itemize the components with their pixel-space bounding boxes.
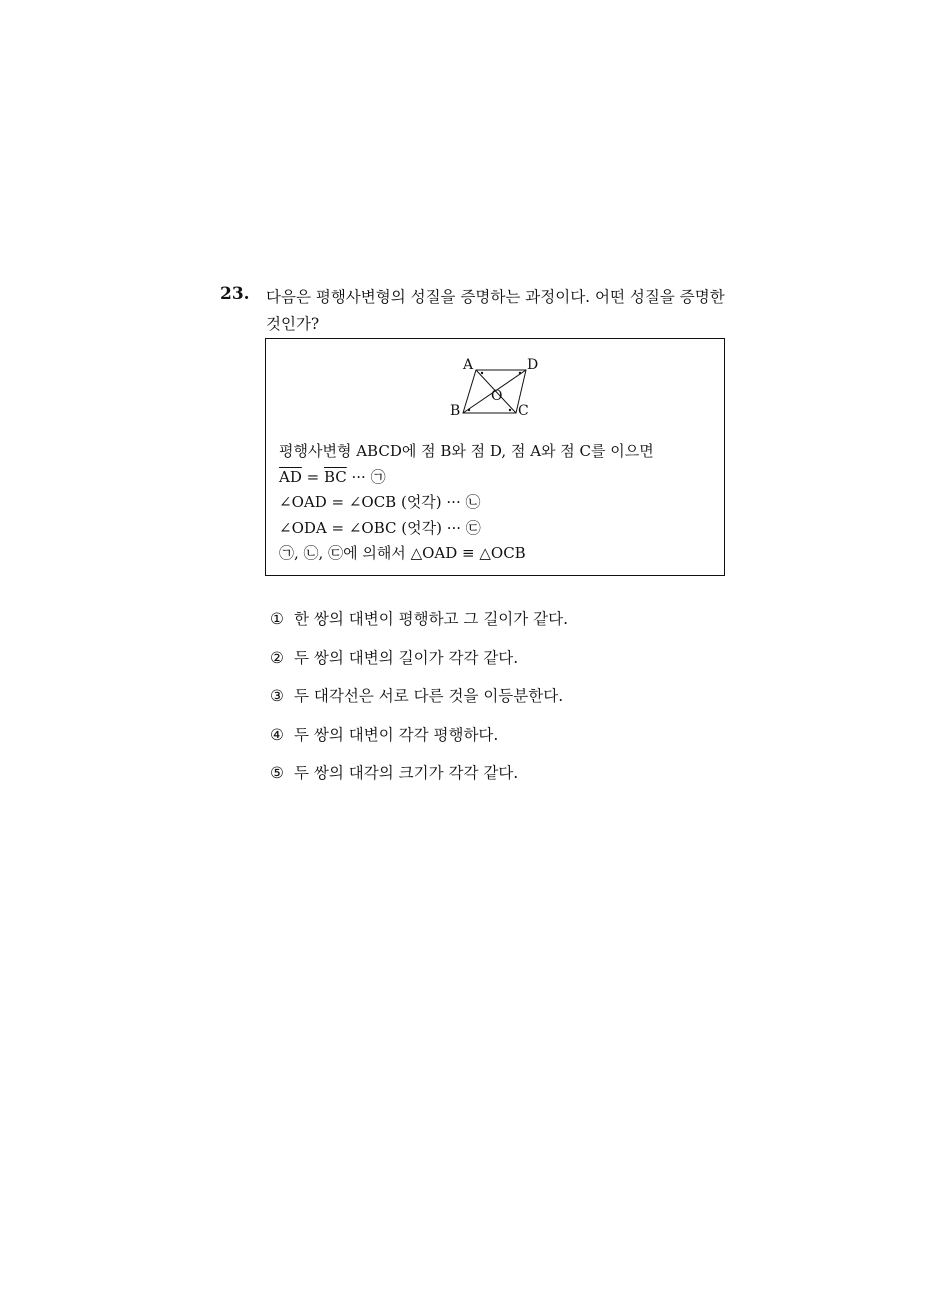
choice-1-mark: ① — [270, 610, 284, 628]
label-d: D — [527, 357, 539, 373]
question-text: 다음은 평행사변형의 성질을 증명하는 과정이다. 어떤 성질을 증명한 것인가? — [266, 288, 725, 333]
label-b: B — [450, 403, 461, 415]
proof-line-3: ∠OAD = ∠OCB (엇각) ··· ㉡ — [279, 493, 481, 511]
choice-1-text: 한 쌍의 대변이 평행하고 그 길이가 같다. — [294, 610, 569, 628]
label-o: O — [491, 388, 503, 404]
angle-mark-c — [509, 409, 511, 411]
angle-mark-a — [481, 372, 483, 374]
proof-line-1: 평행사변형 ABCD에 점 B와 점 D, 점 A와 점 C를 이으면 — [279, 442, 654, 460]
question-number: 23. — [220, 284, 250, 304]
answer-choices — [270, 606, 568, 799]
proof-box — [265, 338, 725, 576]
choice-5-mark: ⑤ — [270, 764, 284, 782]
choice-4-mark: ④ — [270, 725, 284, 744]
proof-line-2-tail: ··· ㉠ — [346, 467, 386, 486]
parallelogram-figure — [441, 349, 551, 415]
choice-5-text: 두 쌍의 대각의 크기가 각각 같다. — [294, 764, 519, 782]
label-a: A — [463, 357, 474, 373]
choice-1[interactable] — [270, 606, 568, 645]
choice-3-mark: ③ — [270, 687, 284, 705]
proof-line-5: ㉠, ㉡, ㉢에 의해서 △OAD ≡ △OCB — [279, 544, 526, 562]
label-c: C — [518, 403, 529, 415]
choice-2-text: 두 쌍의 대변의 길이가 각각 같다. — [294, 648, 519, 667]
segment-ad: $\overline{AD}$ — [279, 467, 302, 486]
proof-line-4: ∠ODA = ∠OBC (엇각) ··· ㉢ — [279, 518, 481, 537]
proof-line-2 — [279, 465, 654, 491]
choice-3-text: 두 대각선은 서로 다른 것을 이등분한다. — [294, 687, 564, 705]
segment-bc: $\overline{BC}$ — [323, 467, 347, 486]
equals-sign: = — [301, 467, 324, 486]
choice-2[interactable] — [270, 645, 568, 684]
choice-4[interactable] — [270, 722, 568, 761]
choice-4-text: 두 쌍의 대변이 각각 평행하다. — [294, 725, 499, 744]
proof-lines — [279, 439, 654, 567]
angle-mark-b — [468, 409, 470, 411]
angle-mark-d — [519, 372, 521, 374]
choice-2-mark: ② — [270, 648, 284, 667]
choice-3[interactable] — [270, 683, 568, 722]
choice-5[interactable] — [270, 760, 568, 799]
